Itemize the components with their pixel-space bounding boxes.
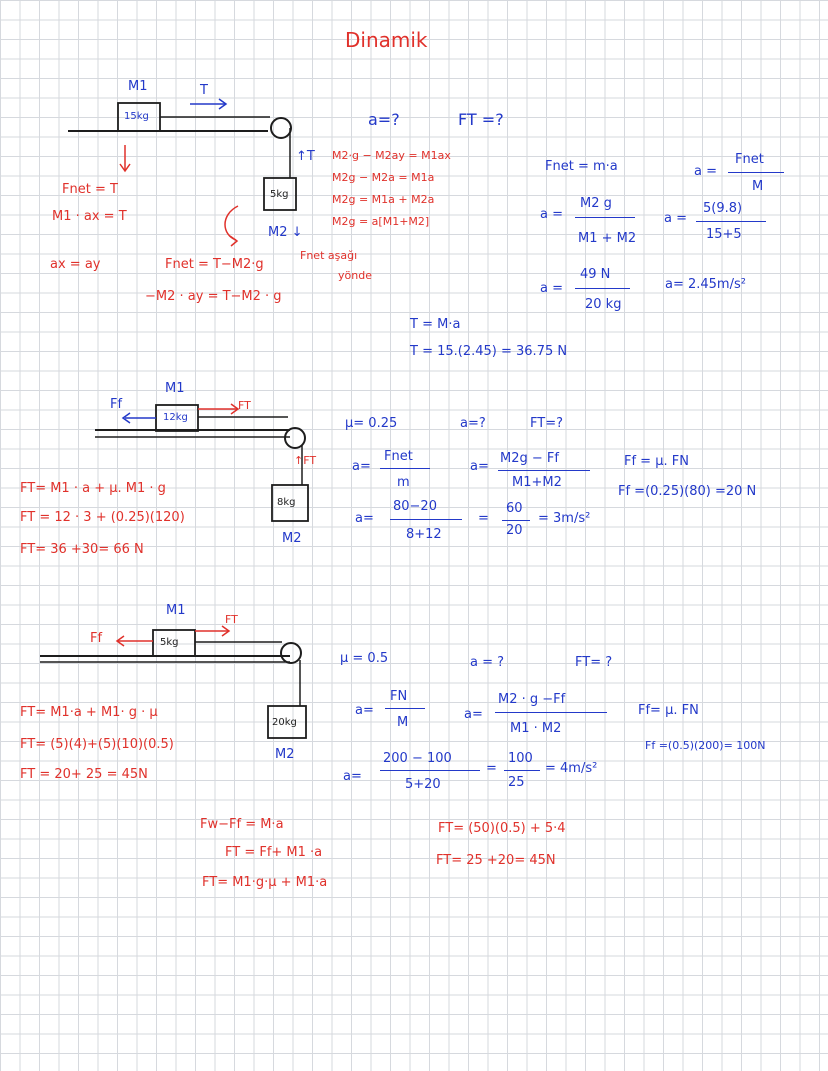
p1-a-eq: a = (540, 207, 563, 222)
p2-red2: FT = 12 · 3 + (0.25)(120) (20, 510, 185, 525)
p1-fnet-ma: Fnet = m·a (545, 159, 618, 174)
p1-T-eq2: T = 15.(2.45) = 36.75 N (410, 344, 568, 359)
p3-a-num: FN (390, 689, 408, 704)
p2-a-q: a=? (460, 416, 486, 431)
pulley-1 (271, 118, 291, 138)
p2-ft-label: FT (238, 399, 251, 412)
p2-num3: 60 (506, 501, 523, 516)
p2-ff1: Ff = μ. FN (624, 454, 689, 469)
p3-red5: FT = Ff+ M1 ·a (225, 845, 323, 860)
p3-red4: Fw−Ff = M·a (200, 817, 284, 832)
p1-m2-down: M2 ↓ (268, 225, 303, 240)
p3-a-den2: M1 · M2 (510, 721, 562, 736)
p2-a-eq3: a= (470, 459, 489, 474)
p3-a-den3: 5+20 (405, 777, 441, 792)
p1-a2-num: Fnet (735, 152, 764, 167)
p3-ff1: Ff= μ. FN (638, 703, 699, 718)
p3-a-eq: a= (355, 703, 374, 718)
p2-ft-up: ↑FT (294, 454, 317, 467)
p3-a-den: M (397, 715, 409, 730)
p2-red1: FT= M1 · a + μ. M1 · g (20, 481, 166, 496)
p1-m1-label: M1 (128, 79, 148, 94)
p3-red3: FT = 20+ 25 = 45N (20, 767, 148, 782)
p2-a-den4: M1+M2 (512, 475, 562, 490)
p3-red1: FT= M1·a + M1· g · μ (20, 705, 158, 720)
p2-mu: μ= 0.25 (345, 416, 398, 431)
p1-a-den: M1 + M2 (578, 231, 637, 246)
p2-a-eq2: a= (355, 511, 374, 526)
p3-a-eq2: a= (464, 707, 483, 722)
p1-a2-num2: 5(9.8) (703, 201, 743, 216)
p3-a-eq3: a= (343, 769, 362, 784)
p3-m1-mass: 5kg (160, 637, 179, 648)
p2-a-eq: a= (352, 459, 371, 474)
p2-den3: 20 (506, 523, 523, 538)
p3-a-q: a = ? (470, 655, 505, 670)
p2-a-den2: 8+12 (406, 527, 442, 542)
p1-T-eq1: T = M·a (410, 317, 461, 332)
p2-ft-q: FT=? (530, 416, 563, 431)
p1-m1-mass: 15kg (124, 111, 149, 122)
p2-a-den: m (397, 475, 410, 490)
p3-m2-mass: 20kg (272, 717, 297, 728)
p2-ff2: Ff =(0.25)(80) =20 N (618, 484, 757, 499)
p1-t-up: ↑T (296, 149, 315, 164)
p2-red3: FT= 36 +30= 66 N (20, 542, 144, 557)
p1-red-eq1: M2·g − M2ay = M1ax (332, 149, 451, 162)
p2-m1-label: M1 (165, 381, 185, 396)
page-title: Dinamik (345, 28, 428, 52)
p3-mu: μ = 0.5 (340, 651, 389, 666)
p3-ff2: Ff =(0.5)(200)= 100N (645, 739, 766, 752)
p2-a-num2: 80−20 (393, 499, 437, 514)
p1-m1-eq3: ax = ay (50, 257, 101, 272)
p1-a-den2: 20 kg (585, 297, 622, 312)
p3-red6: FT= M1·g·μ + M1·a (202, 875, 328, 890)
p1-t-arrow-label: T (200, 83, 208, 98)
p3-m1-label: M1 (166, 603, 186, 618)
p1-red-note1: Fnet aşağı (300, 249, 358, 262)
p1-a2-den2: 15+5 (706, 227, 742, 242)
p1-a2-result: a= 2.45m/s² (665, 277, 746, 292)
p1-a-num2: 49 N (580, 267, 611, 282)
p1-red-eq3: M2g = M1a + M2a (332, 193, 435, 206)
p1-m1-eq2: M1 · ax = T (52, 209, 127, 224)
p1-m2-eq2: −M2 · ay = T−M2 · g (145, 289, 282, 304)
p3-m2-label: M2 (275, 747, 295, 762)
p3-a-num2: M2 · g −Ff (498, 692, 566, 707)
p1-red-eq2: M2g − M2a = M1a (332, 171, 435, 184)
p3-ft-label: FT (225, 613, 238, 626)
p1-a2-eq2: a = (664, 211, 687, 226)
p2-m2-mass: 8kg (277, 497, 296, 508)
p3-den4: 25 (508, 775, 525, 790)
p2-m2-label: M2 (282, 531, 302, 546)
p1-a2-eq: a = (694, 164, 717, 179)
p2-res: = 3m/s² (538, 511, 591, 526)
p3-ff-label: Ff (90, 631, 103, 646)
p1-ft-unknown: FT =? (458, 110, 504, 129)
p1-a-eq2: a = (540, 281, 563, 296)
p2-ff-label: Ff (110, 397, 123, 412)
p2-a-num: Fnet (384, 449, 413, 464)
p1-a2-den: M (752, 179, 764, 194)
p1-red-eq4: M2g = a[M1+M2] (332, 215, 430, 228)
p2-m1-mass: 12kg (163, 412, 188, 423)
p3-eq-sign: = (486, 761, 497, 776)
p1-a-unknown: a=? (368, 110, 400, 129)
p3-a-num3: 200 − 100 (383, 751, 452, 766)
p1-red-note2: yönde (338, 269, 372, 282)
p2-a-num4: M2g − Ff (500, 451, 559, 466)
p3-res: = 4m/s² (545, 761, 598, 776)
p1-m2-eq1: Fnet = T−M2·g (165, 257, 264, 272)
p3-red2: FT= (5)(4)+(5)(10)(0.5) (20, 737, 174, 752)
p2-eq-sign: = (478, 511, 489, 526)
p3-num4: 100 (508, 751, 533, 766)
p1-m2-mass: 5kg (270, 189, 289, 200)
p1-m1-eq1: Fnet = T (62, 182, 118, 197)
p3-blue-t1: FT= (50)(0.5) + 5·4 (438, 821, 566, 836)
p3-blue-t2: FT= 25 +20= 45N (436, 853, 556, 868)
p1-a-num: M2 g (580, 196, 612, 211)
p3-ft-q: FT= ? (575, 655, 613, 670)
